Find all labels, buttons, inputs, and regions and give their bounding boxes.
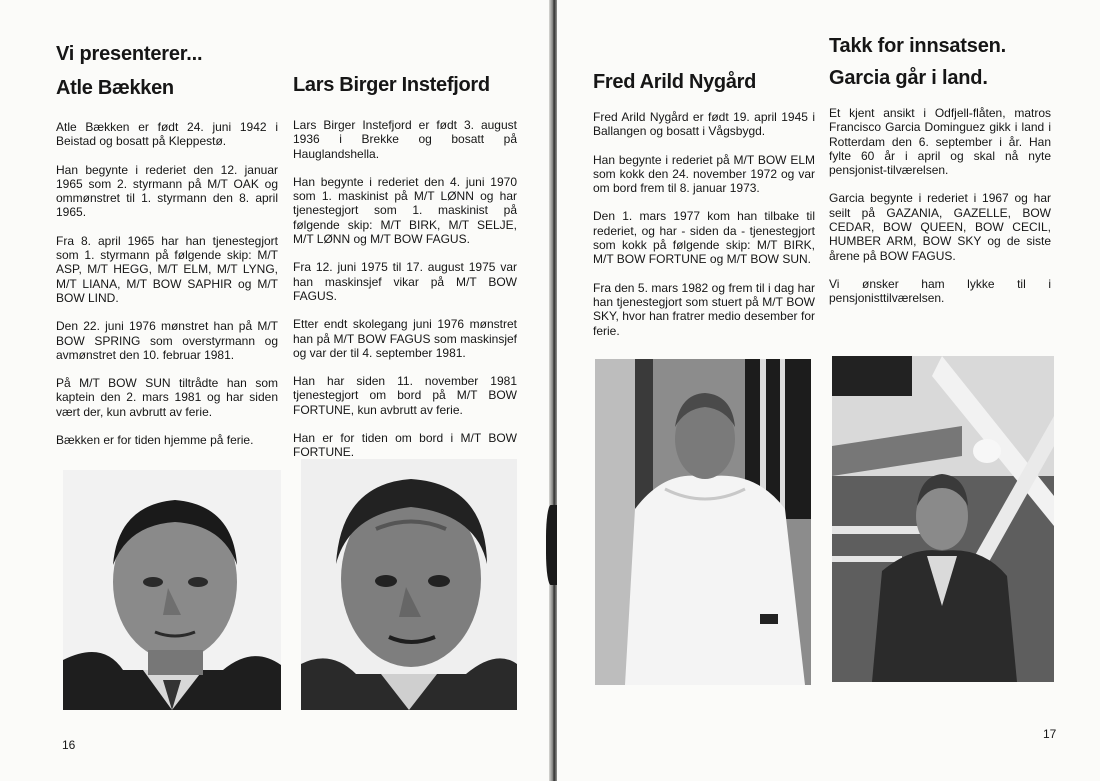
paragraph: Vi ønsker ham lykke til i pensjonisttilværelsen.: [829, 276, 1051, 306]
paragraph: Lars Birger Instefjord er født 3. august 1936 i Brekke og bosatt på Hauglandshella.: [293, 118, 517, 161]
profile-name-bakken: Atle Bækken: [56, 77, 174, 99]
profile-text-nygard: [593, 110, 815, 352]
paragraph: Han begynte i rederiet på M/T BOW ELM som kokk den 24. november 1972 og var om bord frem til 8. januar 1973.: [593, 152, 815, 196]
paragraph: Han begynte i rederiet den 4. juni 1970 som 1. maskinist på M/T LØNN og har tjenestegjort som 1. maskinist på følgende skip: M/T BIRK, M/T SELJE, M/T LØNN og M/T BOW FAGUS.: [293, 174, 517, 247]
paragraph: Den 22. juni 1976 mønstret han på M/T BOW SPRING som overstyrmann og avmønstret den 10. februar 1981.: [56, 319, 278, 362]
page-number-left: 16: [62, 738, 76, 752]
paragraph: Etter endt skolegang juni 1976 mønstret han på M/T BOW FAGUS som maskinsjef og var der til 4. september 1981.: [293, 317, 517, 360]
paragraph: Han begynte i rederiet den 12. januar 1965 som 2. styrmann på M/T OAK og ommønstret til 1. styrmann den 8. april 1965.: [56, 162, 278, 220]
farewell-title-line1: Takk for innsatsen.: [829, 35, 1006, 57]
paragraph: Fra 12. juni 1975 til 17. august 1975 var han maskinsjef vikar på M/T BOW FAGUS.: [293, 260, 517, 303]
farewell-text: [829, 106, 1051, 320]
paragraph: På M/T BOW SUN tiltrådte han som kaptein den 2. mars 1981 og har siden vært der, kun avbrutt av ferie.: [56, 376, 278, 419]
paragraph: Garcia begynte i rederiet i 1967 og har seilt på GAZANIA, GAZELLE, BOW CEDAR, BOW QUEEN, BOW CECIL, HUMBER ARM, BOW SKY og de siste årene på BOW FAGUS.: [829, 191, 1051, 263]
paragraph: Fra 8. april 1965 har han tjenestegjort som 1. styrmann på følgende skip: M/T ASP, M/T HEGG, M/T ELM, M/T LYNG, M/T LIANA, M/T BOW SAPHIR og M/T BOW LIND.: [56, 233, 278, 305]
paragraph: Atle Bækken er født 24. juni 1942 i Beistad og bosatt på Kleppestø.: [56, 120, 278, 149]
page-number-right: 17: [1043, 727, 1057, 741]
paragraph: Han er for tiden om bord i M/T BOW FORTUNE.: [293, 431, 517, 460]
paragraph: Fred Arild Nygård er født 19. april 1945 i Ballangen og bosatt i Vågsbygd.: [593, 110, 815, 139]
photo-bakken: [63, 470, 281, 710]
photo-instefjord: [301, 459, 517, 710]
profile-name-nygard: Fred Arild Nygård: [593, 71, 757, 93]
paragraph: Den 1. mars 1977 kom han tilbake til rederiet, og har - siden da - tjenestegjort som kokk på følgende skip: M/T BIRK, M/T BOW FORTUNE og M/T BOW SUN.: [593, 209, 815, 267]
paragraph: Han har siden 11. november 1981 tjenestegjort om bord på M/T BOW FORTUNE, kun avbrutt av ferie.: [293, 374, 517, 417]
paragraph: Et kjent ansikt i Odfjell-flåten, matros Francisco Garcia Dominguez gikk i land i Rotterdam den 6. september i år. Han fylte 60 år i april og skal nå nyte pensjonist-tilværelsen.: [829, 106, 1051, 178]
photo-nygard: [595, 359, 811, 685]
photo-garcia: [832, 356, 1054, 682]
profile-text-bakken: [56, 120, 278, 461]
intro-heading: Vi presenterer...: [56, 43, 203, 65]
profile-name-instefjord: Lars Birger Instefjord: [293, 74, 490, 96]
right-page: [557, 0, 1100, 781]
profile-text-instefjord: [293, 118, 517, 474]
paragraph: Fra den 5. mars 1982 og frem til i dag har han tjenestegjort som stuert på M/T BOW SKY, hvor han fratrer medio desember for ferie.: [593, 280, 815, 338]
farewell-title-line2: Garcia går i land.: [829, 67, 988, 89]
paragraph: Bækken er for tiden hjemme på ferie.: [56, 433, 254, 448]
